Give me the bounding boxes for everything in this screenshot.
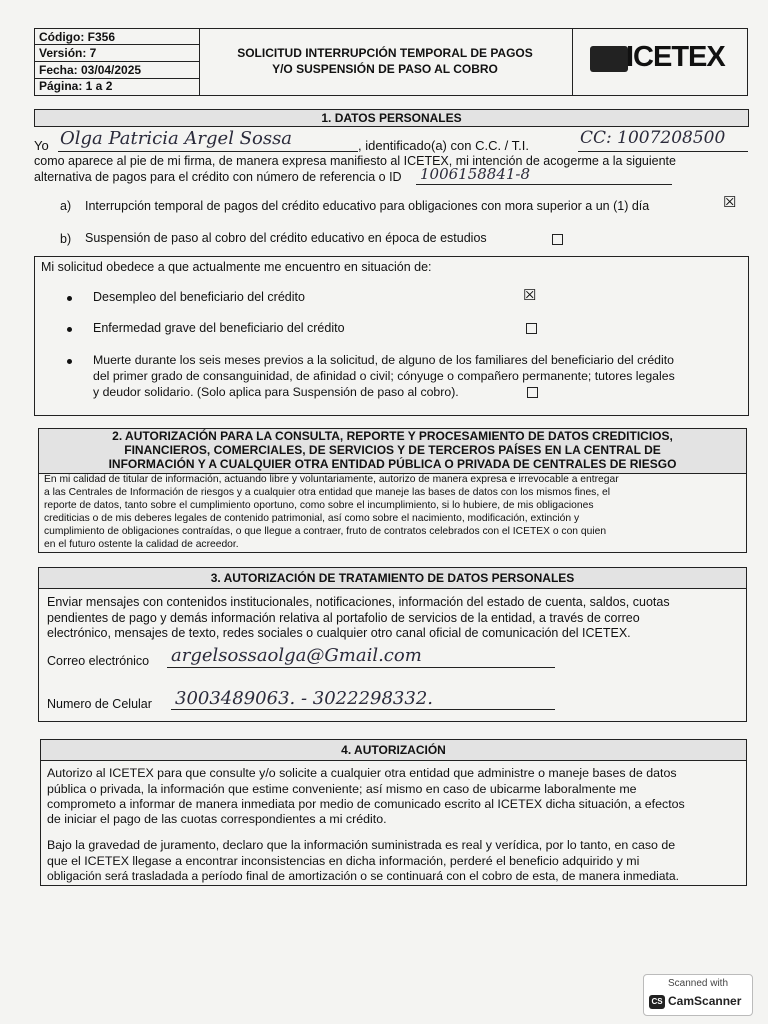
section1-text-line3: alternativa de pagos para el crédito con número de referencia o ID: [34, 170, 402, 184]
section4-p2-l2: que el ICETEX llegase a encontrar inconsistencias en dicha información, perderé el beneficio adquirido y mi: [47, 854, 640, 868]
section2-body-l4: crediticias o de mis deberes legales de contenido patrimonial, así como sobre el nacimiento, modificación, extinción y: [44, 513, 580, 524]
phone-underline: [171, 709, 555, 710]
phone-field[interactable]: 3003489063. - 3022298332.: [175, 688, 434, 709]
section2-title-l1: 2. AUTORIZACIÓN PARA LA CONSULTA, REPORTE Y PROCESAMIENTO DE DATOS CREDITICIOS,: [112, 429, 673, 443]
form-version: Versión: 7: [39, 46, 97, 60]
situation-unemployment: Desempleo del beneficiario del crédito: [93, 290, 305, 304]
camscanner-name: CamScanner: [668, 994, 742, 1008]
option-a-letter: a): [60, 199, 72, 213]
section2-title-l2: FINANCIEROS, COMERCIALES, DE SERVICIOS Y DE TERCEROS PAÍSES EN LA CENTRAL DE: [124, 443, 661, 457]
header-logo-box: [572, 28, 748, 96]
section4-p2-l3: obligación será trasladada a período final de amortización o se continuará con el cobro de esta, de manera inmediata.: [47, 869, 679, 883]
section4-header: [40, 739, 747, 761]
section3-body-l3: electrónico, mensajes de texto, redes sociales o cualquier otro canal oficial de comunicación del ICETEX.: [47, 626, 631, 640]
section2-body-l3: reporte de datos, tanto sobre el cumplimiento oportuno, como sobre el incumplimiento, si lo hubiere, de mis obligaciones: [44, 500, 594, 511]
section4-p1-l4: de iniciar el pago de las cuotas correspondientes a mi crédito.: [47, 812, 387, 826]
phone-label: Numero de Celular: [47, 697, 152, 711]
camscanner-logo-icon: [649, 995, 665, 1009]
scanned-with-text: Scanned with: [667, 978, 729, 989]
situation-illness: Enfermedad grave del beneficiario del crédito: [93, 321, 345, 335]
form-code: Código: F356: [39, 30, 116, 44]
situation-box: [34, 256, 749, 416]
section2-body-l6: en el futuro ostente la calidad de acreedor.: [44, 539, 239, 550]
section2-title-l3: INFORMACIÓN Y A CUALQUIER OTRA ENTIDAD PÚBLICA O PRIVADA DE CENTRALES DE RIESGO: [108, 457, 677, 471]
identificado-label: , identificado(a) con C.C. / T.I.: [358, 138, 529, 153]
death-checkbox[interactable]: [527, 387, 538, 398]
option-b-text: Suspensión de paso al cobro del crédito educativo en época de estudios: [85, 231, 487, 245]
bullet-1: [67, 296, 72, 301]
section3-header: [38, 567, 747, 589]
email-field[interactable]: argelsossaolga@Gmail.com: [171, 645, 422, 666]
unemployment-checkbox[interactable]: ☒: [523, 287, 537, 304]
bullet-3: [67, 359, 72, 364]
section4-p1-l1: Autorizo al ICETEX para que consulte y/o solicite a cualquier otra entidad que administre o maneje bases de datos: [47, 766, 677, 780]
logo-emblem-icon: [590, 46, 628, 72]
situation-death-l1: Muerte durante los seis meses previos a la solicitud, de alguno de los familiares del beneficiario del crédito: [93, 353, 674, 367]
section4-p1-l3: comprometo a informar de manera inmediata por medio de comunicado escrito al ICETEX dicha situación, a efectos: [47, 797, 685, 811]
option-b-checkbox[interactable]: [552, 234, 563, 245]
illness-checkbox[interactable]: [526, 323, 537, 334]
name-underline: [58, 151, 358, 152]
section4-title: 4. AUTORIZACIÓN: [341, 743, 446, 757]
section3-title: 3. AUTORIZACIÓN DE TRATAMIENTO DE DATOS PERSONALES: [210, 571, 575, 585]
cc-underline: [578, 151, 748, 152]
situation-death-l2: del primer grado de consanguinidad, de afinidad o civil; cónyuge o compañero permanente; tutores legales: [93, 369, 675, 383]
section2-body-l1: En mi calidad de titular de información, actuando libre y voluntariamente, autorizo de manera expresa e irrevocable a entregar: [44, 474, 619, 485]
section1-text-line2: como aparece al pie de mi firma, de manera expresa manifiesto al ICETEX, mi intención de acogerme a la siguiente: [34, 154, 676, 168]
camscanner-badge: CS: [651, 997, 663, 1006]
option-a-checkbox[interactable]: ☒: [723, 194, 737, 211]
logo-wordmark: ICETEX: [626, 41, 725, 73]
yo-label: Yo: [34, 138, 49, 153]
section4-p2-l1: Bajo la gravedad de juramento, declaro que la información suministrada es real y verídica, por lo tanto, en caso de: [47, 838, 676, 852]
form-date: Fecha: 03/04/2025: [39, 63, 142, 77]
section2-header: [38, 428, 747, 474]
section3-body-l1: Enviar mensajes con contenidos institucionales, notificaciones, información del estado de cuenta, saldos, cuotas: [47, 595, 670, 609]
form-title-line2: Y/O SUSPENSIÓN DE PASO AL COBRO: [272, 62, 498, 76]
header-title-box: [198, 28, 573, 96]
option-b-letter: b): [60, 232, 72, 246]
section2-body-l2: a las Centrales de Información de riesgos y a cualquier otra entidad que maneje las bases de datos con los mismos fines, el: [44, 487, 611, 498]
section4-body: [40, 759, 747, 886]
header-info-box: [34, 28, 200, 96]
email-underline: [167, 667, 555, 668]
form-page: Página: 1 a 2: [39, 79, 113, 93]
section2-body: [38, 472, 747, 553]
section3-body: [38, 587, 747, 722]
form-title-line1: SOLICITUD INTERRUPCIÓN TEMPORAL DE PAGOS: [237, 46, 533, 60]
situation-death-l3: y deudor solidario. (Solo aplica para Suspensión de paso al cobro).: [93, 385, 459, 399]
option-a-text: Interrupción temporal de pagos del crédito educativo para obligaciones con mora superior a un (1) día: [85, 199, 650, 213]
situation-intro: Mi solicitud obedece a que actualmente me encuentro en situación de:: [41, 260, 432, 274]
email-label: Correo electrónico: [47, 654, 150, 668]
section2-body-l5: cumplimiento de obligaciones contraídas, o que llegue a contraer, fruto de contratos celebrados con el ICETEX o con quien: [44, 526, 607, 537]
id-underline: [416, 184, 672, 185]
applicant-name[interactable]: Olga Patricia Argel Sossa: [60, 128, 293, 149]
section1-header: [34, 109, 749, 127]
section4-p1-l2: pública o privada, la información que estime conveniente; así mismo en caso de ubicarme laboralmente me: [47, 782, 637, 796]
icetex-logo: [590, 43, 730, 79]
camscanner-watermark: [643, 974, 753, 1016]
section1-title: 1. DATOS PERSONALES: [321, 111, 462, 125]
applicant-id-number[interactable]: CC: 1007208500: [580, 128, 726, 148]
bullet-2: [67, 327, 72, 332]
section3-body-l2: pendientes de pago y demás información relativa al portafolio de servicios de la entidad, a través de correo: [47, 611, 640, 625]
credit-reference-id[interactable]: 1006158841-8: [420, 165, 531, 183]
